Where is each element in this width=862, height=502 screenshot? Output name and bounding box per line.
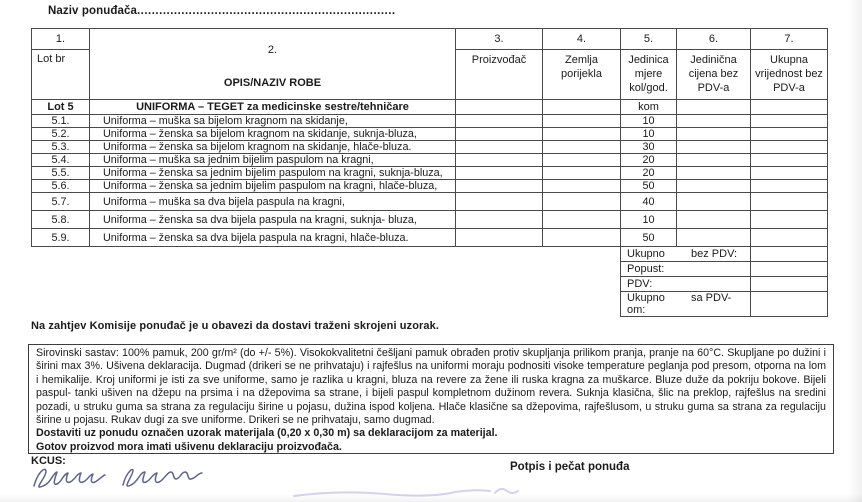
col7-label: Ukupna vrijednost bez PDV-a (751, 50, 828, 100)
empty-cell (751, 180, 828, 193)
summary-label-right: bez PDV: (691, 248, 738, 260)
item-quantity: 50 (621, 229, 677, 247)
bidder-name-label: Naziv ponuđača (48, 5, 137, 17)
empty-cell (456, 167, 543, 180)
empty-cell (543, 154, 621, 167)
col1-label: Lot br (32, 50, 90, 100)
summary-label (621, 262, 751, 277)
summary-label-left: Popust: (627, 263, 665, 275)
empty-cell (543, 115, 621, 128)
empty-cell (751, 100, 828, 115)
summary-value-cell (751, 277, 828, 292)
col3-label: Proizvođač (456, 50, 543, 100)
empty-cell (751, 211, 828, 229)
summary-row-discount (32, 262, 828, 277)
col6-number: 6. (677, 29, 751, 50)
sample-requirement-note: Na zahtjev Komisije ponuđač je u obavezi da dostavi traženi skrojeni uzorak. (31, 320, 439, 332)
summary-label-left: PDV: (627, 278, 653, 290)
empty-cell (677, 167, 751, 180)
empty-cell (543, 128, 621, 141)
empty-cell (751, 154, 828, 167)
signature-stamp-label: Potpis i pečat ponuđa (510, 461, 630, 473)
empty-cell (677, 100, 751, 115)
item-description: Uniforma – ženska sa jednim bijelim paspulom na kragni, suknja-bluza, (90, 167, 456, 180)
empty-cell (543, 100, 621, 115)
empty-cell (677, 229, 751, 247)
item-description: Uniforma – ženska sa dva bijela paspula na kragni, hlače-bluza. (90, 229, 456, 247)
empty-cell (751, 193, 828, 211)
empty-cell (543, 141, 621, 154)
col6-label: Jedinična cijena bez PDV-a (677, 50, 751, 100)
col5-label: Jedinica mjere kol/god. (621, 50, 677, 100)
empty-cell (751, 141, 828, 154)
item-number: 5.9. (32, 229, 90, 247)
summary-value-cell (751, 292, 828, 317)
table-row (32, 180, 828, 193)
col3-number: 3. (456, 29, 543, 50)
col5-number: 5. (621, 29, 677, 50)
summary-row-total-no-vat (32, 247, 828, 262)
summary-label (621, 292, 751, 317)
summary-value-cell (751, 262, 828, 277)
item-number: 5.6. (32, 180, 90, 193)
empty-cell (751, 229, 828, 247)
summary-value-cell (751, 247, 828, 262)
summary-label-left: Ukupno (627, 292, 665, 304)
summary-label-left: Ukupno (627, 248, 665, 260)
declaration-bold-line: Gotov proizvod mora imati ušivenu deklaraciju proizvođača. (36, 440, 342, 453)
specification-body-text: Sirovinski sastav: 100% pamuk, 200 gr/m² (do +/- 5%). Visokokvalitetni češljani pamuk obrađen protiv skupljanja prilikom pranja, pranje na 60°C. Skupljane po dužini i širini max 3%. Ušivena deklaracija. Dugmad (drikeri se ne prihvataju) i rajfešlus na uniformi moraju podnositi visoke temperature peglanja pod presom, otporna na lom i hemikalije. Kroj uniformi je isti za sve uniforme, samo je razlika u kragni, bluza na revere za žene ili ruska kragna za muškarce. Bluze duže da pokriju bokove. Bijeli paspul- tanki ušiven na džepu na prsima i na džepovima sa strane, i bijeli paspul kompletnom dužinom revera. Suknja klasična, šlic na preklop, rajfešlus na sredini pozadi, u struku guma sa strana za regulaciju širine u pojasu, dužina ispod koljena. Hlače klasične sa džepovima, rajfešlusom, u struku guma sa strana za regulaciju širine u pojasu. Rukav dugi za sve uniforme. Drikeri se ne prihvataju, samo dugmad. (36, 347, 826, 427)
empty-cell (751, 128, 828, 141)
empty-cell (456, 115, 543, 128)
item-quantity: 10 (621, 128, 677, 141)
material-specification-box (28, 344, 834, 454)
empty-cell (543, 193, 621, 211)
summary-label (621, 247, 751, 262)
scan-edge-shading (0, 494, 862, 502)
item-description: Uniforma – ženska sa bijelom kragnom na skidanje, suknja-bluza, (90, 128, 456, 141)
spacer-cell (32, 262, 621, 277)
empty-cell (456, 180, 543, 193)
item-quantity: 10 (621, 211, 677, 229)
item-number: 5.1. (32, 115, 90, 128)
empty-cell (456, 211, 543, 229)
empty-cell (543, 211, 621, 229)
summary-label (621, 277, 751, 292)
item-quantity: 50 (621, 180, 677, 193)
item-description: Uniforma – muška sa dva bijela paspula na kragni, (90, 193, 456, 211)
kcus-label: KCUS: (31, 455, 66, 467)
table-row (32, 154, 828, 167)
lot-title-row (32, 100, 828, 115)
item-quantity: 10 (621, 115, 677, 128)
scan-edge-shading (848, 0, 862, 502)
table-row (32, 167, 828, 180)
empty-cell (677, 193, 751, 211)
spacer-cell (32, 247, 621, 262)
table-row (32, 193, 828, 211)
empty-cell (677, 128, 751, 141)
col4-label: Zemlja porijekla (543, 50, 621, 100)
lot5-pricing-table (31, 28, 828, 317)
item-description: Uniforma – muška sa bijelom kragnom na skidanje, (90, 115, 456, 128)
table-row (32, 211, 828, 229)
item-quantity: 20 (621, 154, 677, 167)
empty-cell (677, 180, 751, 193)
bidder-name-dotted-line: ...................................................................... (136, 5, 396, 17)
spacer-cell (32, 292, 621, 317)
empty-cell (751, 115, 828, 128)
empty-cell (543, 229, 621, 247)
summary-label-right: sa PDV-om: (627, 292, 732, 316)
sample-material-bold-line: Dostaviti uz ponudu označen uzorak materijala (0,20 x 0,30 m) sa deklaracijom za materijal. (36, 427, 498, 440)
item-quantity: 40 (621, 193, 677, 211)
empty-cell (751, 167, 828, 180)
empty-cell (677, 211, 751, 229)
item-number: 5.8. (32, 211, 90, 229)
table-row (32, 229, 828, 247)
item-number: 5.3. (32, 141, 90, 154)
header-number-row (32, 29, 828, 50)
col1-number: 1. (32, 29, 90, 50)
empty-cell (456, 229, 543, 247)
summary-row-total-with-vat (32, 292, 828, 317)
item-number: 5.5. (32, 167, 90, 180)
empty-cell (456, 154, 543, 167)
empty-cell (677, 154, 751, 167)
lot-number: Lot 5 (32, 100, 90, 115)
summary-row-vat (32, 277, 828, 292)
item-quantity: 30 (621, 141, 677, 154)
table-row (32, 115, 828, 128)
item-quantity: 20 (621, 167, 677, 180)
col2-header-cell (90, 29, 456, 100)
col2-number: 2. (267, 43, 278, 56)
col4-number: 4. (543, 29, 621, 50)
item-description: Uniforma – ženska sa dva bijela paspula na kragni, suknja- bluza, (90, 211, 456, 229)
bidder-name-line (48, 5, 396, 17)
item-number: 5.2. (32, 128, 90, 141)
col2-label: OPIS/NAZIV ROBE (223, 76, 322, 89)
item-description: Uniforma – ženska sa jednim bijelim paspulom na kragni, hlače-bluza, (90, 180, 456, 193)
item-description: Uniforma – muška sa jednim bijelim paspulom na kragni, (90, 154, 456, 167)
empty-cell (456, 100, 543, 115)
spacer-cell (32, 277, 621, 292)
table-row (32, 128, 828, 141)
empty-cell (456, 141, 543, 154)
empty-cell (677, 115, 751, 128)
empty-cell (456, 128, 543, 141)
handwritten-signature (26, 458, 216, 498)
empty-cell (543, 167, 621, 180)
item-description: Uniforma – ženska sa bijelom kragnom na skidanje, hlače-bluza. (90, 141, 456, 154)
unit-of-measure: kom (621, 100, 677, 115)
table-row (32, 141, 828, 154)
empty-cell (677, 141, 751, 154)
item-number: 5.7. (32, 193, 90, 211)
lot-title: UNIFORMA – TEGET za medicinske sestre/tehničare (90, 100, 456, 115)
empty-cell (543, 180, 621, 193)
empty-cell (456, 193, 543, 211)
col7-number: 7. (751, 29, 828, 50)
item-number: 5.4. (32, 154, 90, 167)
